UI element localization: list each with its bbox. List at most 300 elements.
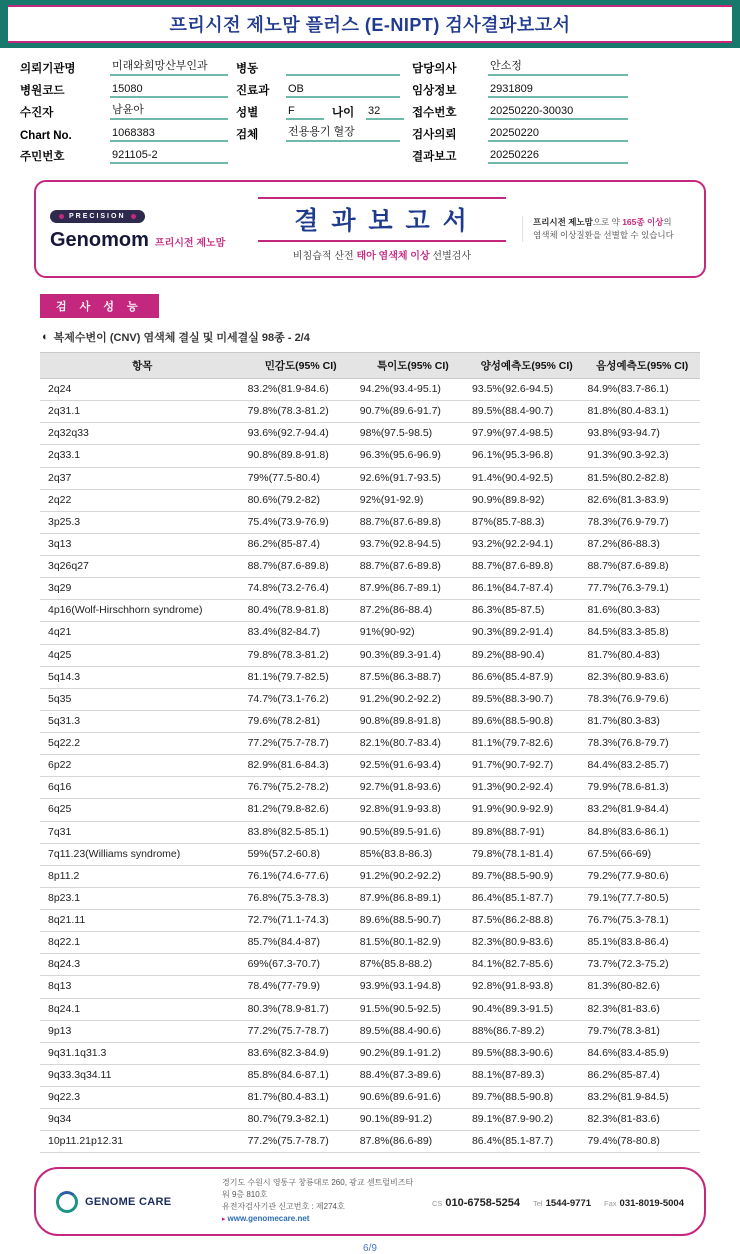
cs-label: CS: [431, 1198, 443, 1208]
section-title-badge: 검 사 성 능: [40, 294, 159, 318]
value-cell: 84.1%(82.7-85.6): [469, 954, 585, 976]
table-row: [40, 600, 700, 622]
item-cell: 3q13: [40, 533, 245, 555]
badge-dot-right-icon: [131, 214, 136, 219]
info-value: 921105-2: [110, 149, 228, 164]
value-cell: 90.8%(89.8-91.8): [357, 710, 469, 732]
patient-info-row: [20, 101, 720, 120]
value-cell: 81.5%(80.2-82.8): [584, 467, 700, 489]
value-cell: 87.9%(86.7-89.1): [357, 578, 469, 600]
patient-info-cell: [412, 123, 720, 142]
table-row: [40, 511, 700, 533]
info-field: [20, 57, 228, 76]
column-header: 민감도(95% CI): [245, 353, 357, 379]
value-cell: 80.7%(79.3-82.1): [245, 1109, 357, 1131]
value-cell: 78.3%(76.8-79.7): [584, 733, 700, 755]
patient-info-cell: [412, 101, 720, 120]
half-circle-icon: ◐: [42, 331, 49, 343]
value-cell: 88.4%(87.3-89.6): [357, 1064, 469, 1086]
value-cell: 79.8%(78.3-81.2): [245, 644, 357, 666]
table-row: [40, 910, 700, 932]
fax-number: 031-8019-5004: [619, 1197, 684, 1209]
info-field: [412, 104, 628, 120]
info-field: [412, 148, 628, 164]
precision-badge-label: PRECISION: [69, 213, 126, 220]
value-cell: 67.5%(66-69): [584, 843, 700, 865]
value-cell: 78.4%(77-79.9): [245, 976, 357, 998]
value-cell: 77.2%(75.7-78.7): [245, 1020, 357, 1042]
value-cell: 77.2%(75.7-78.7): [245, 733, 357, 755]
value-cell: 86.1%(84.7-87.4): [469, 578, 585, 600]
value-cell: 91.2%(90.2-92.2): [357, 865, 469, 887]
value-cell: 88.1%(87-89.3): [469, 1064, 585, 1086]
title-rule-bottom: [258, 240, 506, 242]
address-line-1: 경기도 수원시 영통구 창룡대로 260, 광교 센트럴비즈타워 9층 810호: [222, 1178, 414, 1200]
patient-info-row: [20, 79, 720, 98]
value-cell: 89.5%(88.4-90.6): [357, 1020, 469, 1042]
value-cell: 86.2%(85-87.4): [245, 533, 357, 555]
value-cell: 89.5%(88.3-90.6): [469, 1042, 585, 1064]
table-row: [40, 445, 700, 467]
item-cell: 8q22.1: [40, 932, 245, 954]
value-cell: 79.1%(77.7-80.5): [584, 887, 700, 909]
value-cell: 93.2%(92.2-94.1): [469, 533, 585, 555]
value-cell: 92.8%(91.9-93.8): [357, 799, 469, 821]
badge-dot-left-icon: [59, 214, 64, 219]
patient-info-cell: [20, 57, 236, 76]
table-row: [40, 489, 700, 511]
value-cell: 87%(85.7-88.3): [469, 511, 585, 533]
table-row: [40, 1020, 700, 1042]
value-cell: 90.5%(89.5-91.6): [357, 821, 469, 843]
info-field: [412, 126, 628, 142]
value-cell: 90.8%(89.8-91.8): [245, 445, 357, 467]
info-value: 20250220: [488, 127, 628, 142]
value-cell: 82.9%(81.6-84.3): [245, 755, 357, 777]
subtitle-prefix: 비침습적 산전: [292, 250, 357, 262]
value-cell: 82.6%(81.3-83.9): [584, 489, 700, 511]
value-cell: 84.5%(83.3-85.8): [584, 622, 700, 644]
value-cell: 87.2%(86-88.4): [357, 600, 469, 622]
info-label: 검체: [236, 129, 259, 141]
value-cell: 87%(85.8-88.2): [357, 954, 469, 976]
table-row: [40, 578, 700, 600]
value-cell: 78.3%(76.9-79.7): [584, 511, 700, 533]
item-cell: 2q32q33: [40, 423, 245, 445]
info-label: 나이: [332, 107, 355, 119]
value-cell: 83.2%(81.9-84.6): [245, 379, 357, 401]
value-cell: 76.8%(75.3-78.3): [245, 887, 357, 909]
value-cell: 92%(91-92.9): [357, 489, 469, 511]
item-cell: 6q16: [40, 777, 245, 799]
value-cell: 87.8%(86.6-89): [357, 1131, 469, 1153]
section-subtitle: [42, 329, 700, 345]
value-cell: 92.6%(91.7-93.5): [357, 467, 469, 489]
column-header: 항목: [40, 353, 245, 379]
value-cell: 79.8%(78.3-81.2): [245, 401, 357, 423]
info-label: 임상정보: [412, 85, 457, 97]
item-cell: 7q11.23(Williams syndrome): [40, 843, 245, 865]
info-label: 접수번호: [412, 107, 457, 119]
info-field: [236, 104, 324, 120]
item-cell: 9p13: [40, 1020, 245, 1042]
value-cell: 90.2%(89.1-91.2): [357, 1042, 469, 1064]
info-value: [286, 61, 400, 76]
value-cell: 83.2%(81.9-84.4): [584, 799, 700, 821]
item-cell: 2q22: [40, 489, 245, 511]
item-cell: 8p23.1: [40, 887, 245, 909]
item-cell: 6p22: [40, 755, 245, 777]
header-row: [40, 353, 700, 379]
value-cell: 91.7%(90.7-92.7): [469, 755, 585, 777]
value-cell: 85.7%(84.4-87): [245, 932, 357, 954]
value-cell: 92.8%(91.8-93.8): [469, 976, 585, 998]
value-cell: 91.3%(90.3-92.3): [584, 445, 700, 467]
tel-number: 1544-9771: [545, 1197, 592, 1209]
item-cell: 3q29: [40, 578, 245, 600]
value-cell: 91.3%(90.2-92.4): [469, 777, 585, 799]
value-cell: 79.6%(78.2-81): [245, 710, 357, 732]
item-cell: 3p25.3: [40, 511, 245, 533]
value-cell: 80.3%(78.9-81.7): [245, 998, 357, 1020]
value-cell: 87.5%(86.3-88.7): [357, 666, 469, 688]
info-label: 담당의사: [412, 63, 457, 75]
value-cell: 88.7%(87.6-89.8): [357, 511, 469, 533]
table-row: [40, 644, 700, 666]
report-header-card: [34, 180, 706, 278]
page-title: 프리시전 제노맘 플러스 (E-NIPT) 검사결과보고서: [169, 15, 571, 35]
patient-info-cell: [20, 123, 236, 142]
info-value: 15080: [110, 83, 228, 98]
table-row: [40, 710, 700, 732]
item-cell: 6q25: [40, 799, 245, 821]
value-cell: 94.2%(93.4-95.1): [357, 379, 469, 401]
value-cell: 87.2%(86-88.3): [584, 533, 700, 555]
info-value: F: [286, 105, 324, 120]
value-cell: 76.7%(75.3-78.1): [584, 910, 700, 932]
value-cell: 86.2%(85-87.4): [584, 1064, 700, 1086]
patient-info-cell: [412, 145, 720, 164]
info-value: 1068383: [110, 127, 228, 142]
value-cell: 82.3%(81-83.6): [584, 1109, 700, 1131]
side-note-line2: 염색체 이상질환을 선별할 수 있습니다: [533, 230, 674, 240]
value-cell: 89.5%(88.3-90.7): [469, 688, 585, 710]
info-label: 검사의뢰: [412, 129, 457, 141]
value-cell: 81.7%(80.3-83): [584, 710, 700, 732]
value-cell: 83.8%(82.5-85.1): [245, 821, 357, 843]
item-cell: 8p11.2: [40, 865, 245, 887]
value-cell: 90.3%(89.3-91.4): [357, 644, 469, 666]
value-cell: 82.3%(80.9-83.6): [584, 666, 700, 688]
value-cell: 82.3%(81-83.6): [584, 998, 700, 1020]
item-cell: 5q22.2: [40, 733, 245, 755]
item-cell: 7q31: [40, 821, 245, 843]
value-cell: 88.7%(87.6-89.8): [357, 556, 469, 578]
table-row: [40, 932, 700, 954]
item-cell: 8q21.11: [40, 910, 245, 932]
info-field: [236, 60, 400, 76]
brand-korean-name: 프리시전 제노맘: [154, 238, 226, 249]
table-row: [40, 843, 700, 865]
info-field: [20, 127, 228, 142]
info-label: 주민번호: [20, 151, 65, 163]
table-row: [40, 998, 700, 1020]
item-cell: 5q14.3: [40, 666, 245, 688]
genome-care-logo: [56, 1191, 208, 1213]
item-cell: 2q31.1: [40, 401, 245, 423]
value-cell: 85.1%(83.8-86.4): [584, 932, 700, 954]
table-row: [40, 533, 700, 555]
value-cell: 81.5%(80.1-82.9): [357, 932, 469, 954]
item-cell: 9q22.3: [40, 1087, 245, 1109]
value-cell: 86.4%(85.1-87.7): [469, 1131, 585, 1153]
value-cell: 89.6%(88.5-90.7): [357, 910, 469, 932]
value-cell: 90.1%(89-91.2): [357, 1109, 469, 1131]
value-cell: 59%(57.2-60.8): [245, 843, 357, 865]
info-label: Chart No.: [20, 130, 72, 142]
info-label: 병원코드: [20, 85, 65, 97]
patient-info-cell: [20, 101, 236, 120]
value-cell: 75.4%(73.9-76.9): [245, 511, 357, 533]
value-cell: 85%(83.8-86.3): [357, 843, 469, 865]
genomom-brand: [50, 206, 242, 252]
info-field: [324, 104, 404, 120]
info-value: 32: [366, 105, 404, 120]
tel-label: Tel: [533, 1198, 543, 1208]
patient-info-cell: [412, 57, 720, 76]
value-cell: 74.7%(73.1-76.2): [245, 688, 357, 710]
info-label: 병동: [236, 63, 259, 75]
table-body: [40, 379, 700, 1153]
value-cell: 82.1%(80.7-83.4): [357, 733, 469, 755]
side-note-mid: 으로 약: [592, 216, 623, 227]
value-cell: 77.7%(76.3-79.1): [584, 578, 700, 600]
value-cell: 82.3%(80.9-83.6): [469, 932, 585, 954]
table-row: [40, 379, 700, 401]
item-cell: 5q35: [40, 688, 245, 710]
table-row: [40, 401, 700, 423]
item-cell: 2q33.1: [40, 445, 245, 467]
patient-info-cell: [236, 123, 412, 142]
item-cell: 8q13: [40, 976, 245, 998]
patient-info-row: [20, 123, 720, 142]
value-cell: 91.9%(90.9-92.9): [469, 799, 585, 821]
table-head: [40, 353, 700, 379]
table-row: [40, 1087, 700, 1109]
table-row: [40, 733, 700, 755]
table-row: [40, 1042, 700, 1064]
item-cell: 2q24: [40, 379, 245, 401]
value-cell: 89.5%(88.4-90.7): [469, 401, 585, 423]
value-cell: 83.6%(82.3-84.9): [245, 1042, 357, 1064]
value-cell: 91%(90-92): [357, 622, 469, 644]
item-cell: 4q21: [40, 622, 245, 644]
column-header: 양성예측도(95% CI): [469, 353, 585, 379]
info-value: 안소정: [488, 57, 628, 76]
value-cell: 81.2%(79.8-82.6): [245, 799, 357, 821]
performance-section: [40, 278, 700, 1153]
value-cell: 89.1%(87.9-90.2): [469, 1109, 585, 1131]
value-cell: 91.4%(90.4-92.5): [469, 467, 585, 489]
info-value: OB: [286, 83, 400, 98]
side-note-end: 의: [663, 216, 672, 227]
brand-row: [50, 229, 242, 252]
patient-info-cell: [236, 101, 412, 120]
value-cell: 81.3%(80-82.6): [584, 976, 700, 998]
value-cell: 96.3%(95.6-96.9): [357, 445, 469, 467]
info-value: 전용용기 혈장: [286, 123, 400, 142]
column-header: 특이도(95% CI): [357, 353, 469, 379]
item-cell: 8q24.1: [40, 998, 245, 1020]
column-header: 음성예측도(95% CI): [584, 353, 700, 379]
item-cell: 2q37: [40, 467, 245, 489]
table-row: [40, 954, 700, 976]
value-cell: 86.3%(85-87.5): [469, 600, 585, 622]
value-cell: 88.7%(87.6-89.8): [584, 556, 700, 578]
info-value: 20250226: [488, 149, 628, 164]
website-url: www.genomecare.net: [227, 1214, 310, 1224]
brand-name: Genomom: [50, 229, 149, 251]
item-cell: 10p11.21p12.31: [40, 1131, 245, 1153]
item-cell: 8q24.3: [40, 954, 245, 976]
value-cell: 81.6%(80.3-83): [584, 600, 700, 622]
value-cell: 93.8%(93-94.7): [584, 423, 700, 445]
value-cell: 81.8%(80.4-83.1): [584, 401, 700, 423]
value-cell: 92.5%(91.6-93.4): [357, 755, 469, 777]
item-cell: 9q33.3q34.11: [40, 1064, 245, 1086]
info-value: 2931809: [488, 83, 628, 98]
address-line-2: 유전자검사기관 신고번호 : 제274호: [222, 1202, 345, 1212]
website-line: [222, 1213, 418, 1226]
report-title-box: [8, 5, 732, 43]
info-field: [20, 148, 228, 164]
top-header: [0, 0, 740, 48]
value-cell: 83.2%(81.9-84.5): [584, 1087, 700, 1109]
value-cell: 91.5%(90.5-92.5): [357, 998, 469, 1020]
table-row: [40, 556, 700, 578]
value-cell: 78.3%(76.9-79.6): [584, 688, 700, 710]
value-cell: 89.6%(88.5-90.8): [469, 710, 585, 732]
item-cell: 3q26q27: [40, 556, 245, 578]
value-cell: 96.1%(95.3-96.8): [469, 445, 585, 467]
patient-info-cell: [20, 79, 236, 98]
value-cell: 93.5%(92.6-94.5): [469, 379, 585, 401]
value-cell: 85.8%(84.6-87.1): [245, 1064, 357, 1086]
page-number: 6/9: [363, 1242, 377, 1254]
subtitle-suffix: 선별검사: [429, 250, 472, 262]
value-cell: 76.1%(74.6-77.6): [245, 865, 357, 887]
value-cell: 80.6%(79.2-82): [245, 489, 357, 511]
value-cell: 86.6%(85.4-87.9): [469, 666, 585, 688]
value-cell: 69%(67.3-70.7): [245, 954, 357, 976]
value-cell: 76.7%(75.2-78.2): [245, 777, 357, 799]
performance-table: [40, 352, 700, 1153]
table-row: [40, 821, 700, 843]
side-note: [522, 216, 690, 242]
table-row: [40, 976, 700, 998]
value-cell: 88.7%(87.6-89.8): [469, 556, 585, 578]
value-cell: 81.7%(80.4-83): [584, 644, 700, 666]
table-row: [40, 688, 700, 710]
value-cell: 91.2%(90.2-92.2): [357, 688, 469, 710]
precision-badge: [50, 210, 145, 223]
info-label: 진료과: [236, 85, 270, 97]
item-cell: 9q34: [40, 1109, 245, 1131]
info-value: 미래와희망산부인과: [110, 57, 228, 76]
patient-info-cell: [236, 79, 412, 98]
patient-info-row: [20, 57, 720, 76]
table-row: [40, 666, 700, 688]
info-field: [412, 82, 628, 98]
side-note-highlight: 165종 이상: [622, 216, 664, 227]
info-value: 20250220-30030: [488, 105, 628, 120]
value-cell: 84.8%(83.6-86.1): [584, 821, 700, 843]
table-row: [40, 799, 700, 821]
patient-info-cell: [20, 145, 236, 164]
value-cell: 90.7%(89.6-91.7): [357, 401, 469, 423]
table-row: [40, 1109, 700, 1131]
patient-info-row: [20, 145, 720, 164]
value-cell: 79.8%(78.1-81.4): [469, 843, 585, 865]
value-cell: 74.8%(73.2-76.4): [245, 578, 357, 600]
table-row: [40, 755, 700, 777]
info-value: 남윤아: [110, 101, 228, 120]
value-cell: 84.6%(83.4-85.9): [584, 1042, 700, 1064]
table-row: [40, 1064, 700, 1086]
value-cell: 79.4%(78-80.8): [584, 1131, 700, 1153]
item-cell: 4q25: [40, 644, 245, 666]
value-cell: 72.7%(71.1-74.3): [245, 910, 357, 932]
item-cell: 4p16(Wolf-Hirschhorn syndrome): [40, 600, 245, 622]
table-row: [40, 1131, 700, 1153]
value-cell: 87.9%(86.8-89.1): [357, 887, 469, 909]
table-row: [40, 865, 700, 887]
value-cell: 93.7%(92.8-94.5): [357, 533, 469, 555]
report-title-block: [250, 197, 514, 262]
value-cell: 77.2%(75.7-78.7): [245, 1131, 357, 1153]
info-label: 의뢰기관명: [20, 63, 76, 75]
value-cell: 92.7%(91.8-93.6): [357, 777, 469, 799]
info-field: [236, 82, 400, 98]
value-cell: 90.3%(89.2-91.4): [469, 622, 585, 644]
value-cell: 89.2%(88-90.4): [469, 644, 585, 666]
value-cell: 81.7%(80.4-83.1): [245, 1087, 357, 1109]
value-cell: 80.4%(78.9-81.8): [245, 600, 357, 622]
patient-info-cell: [236, 145, 412, 164]
value-cell: 73.7%(72.3-75.2): [584, 954, 700, 976]
subtitle-highlight: 태아 염색체 이상: [356, 250, 430, 262]
info-label: 수진자: [20, 107, 54, 119]
value-cell: 86.4%(85.1-87.7): [469, 887, 585, 909]
genome-care-logo-text: GENOME CARE: [85, 1195, 172, 1208]
value-cell: 89.7%(88.5-90.9): [469, 865, 585, 887]
value-cell: 88.7%(87.6-89.8): [245, 556, 357, 578]
item-cell: 9q31.1q31.3: [40, 1042, 245, 1064]
value-cell: 93.6%(92.7-94.4): [245, 423, 357, 445]
report-title: 결 과 보 고 서: [294, 206, 470, 235]
value-cell: 84.4%(83.2-85.7): [584, 755, 700, 777]
value-cell: 90.4%(89.3-91.5): [469, 998, 585, 1020]
value-cell: 79%(77.5-80.4): [245, 467, 357, 489]
cs-number: 010-6758-5254: [445, 1196, 520, 1209]
value-cell: 97.9%(97.4-98.5): [469, 423, 585, 445]
fax-label: Fax: [604, 1198, 617, 1208]
info-label: 결과보고: [412, 151, 457, 163]
side-note-brand: 프리시전 제노맘: [533, 216, 593, 227]
patient-info-cell: [412, 79, 720, 98]
table-row: [40, 467, 700, 489]
value-cell: 79.9%(78.6-81.3): [584, 777, 700, 799]
